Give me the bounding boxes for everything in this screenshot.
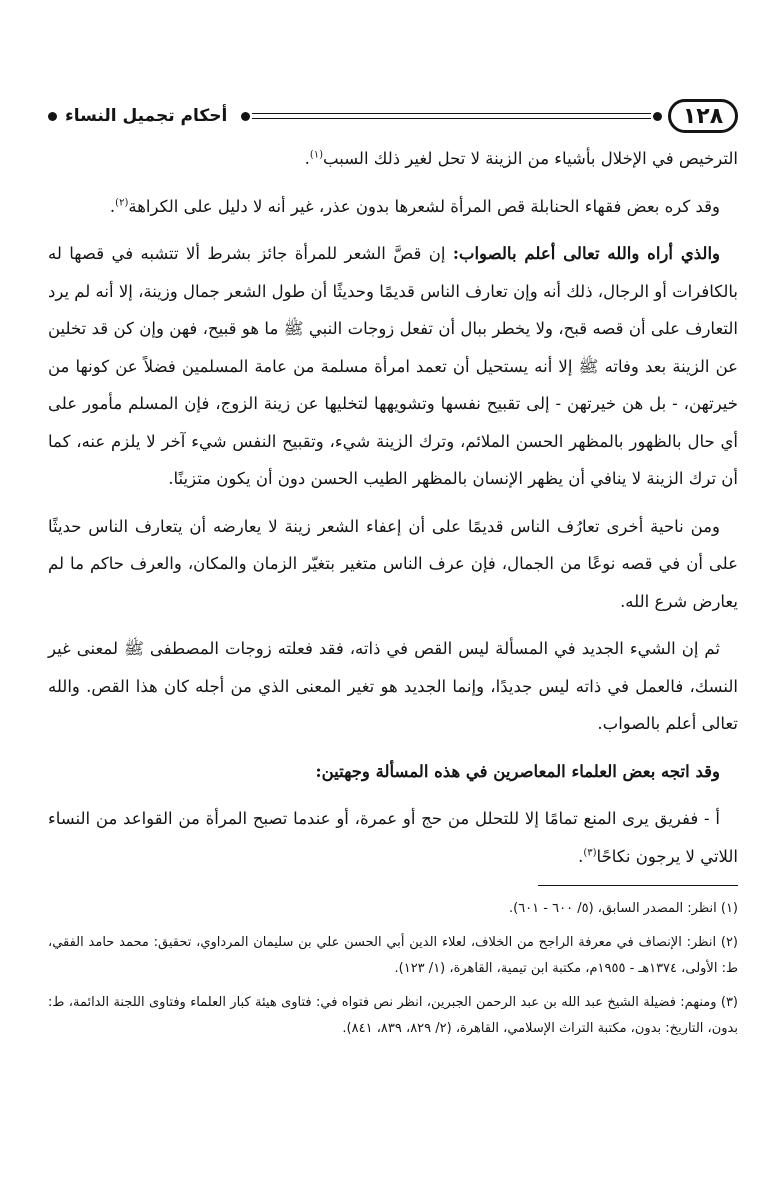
page-header bbox=[48, 92, 738, 140]
paragraph: أ - ففريق يرى المنع تمامًا إلا للتحلل من حج أو عمرة، أو عندما تصبح المرأة من القواعد من النساء اللاتي لا يرجون نكاحًا$^{(٣)}$. bbox=[48, 809, 738, 866]
paragraph: الترخيص في الإخلال بأشياء من الزينة لا تحل لغير ذلك السبب$^{(١)}$. bbox=[304, 149, 738, 168]
paragraph: والذي أراه والله تعالى أعلم بالصواب: إن قصَّ الشعر للمرأة جائز بشرط ألا تتشبه في قصها له بالكافرات أو الرجال، ذلك أنه وإن تعارف الناس قديمًا وحديثًا أن طول الشعر جمال وزينة، إلا أنه لم يرد التعارف على أن قصه قبح، ولا يخطر ببال أن تفعل زوجات النبي ﷺ ما هو قبيح، فهن وإن كن قد تخلين عن الزينة بعد وفاته ﷺ إلا أنه يستحيل أن تعمد امرأة مسلمة من عامة المسلمين فضلاً عن كونها من خيرتهن، - بل هن خيرتهن - إلى تقبيح نفسها وتشويهها لتخليها عن زينة الزوج، فإن المسلم مأمور على أي حال بالظهور بالمظهر الحسن الملائم، وترك الزينة شيء، وتقبيح النفس شيء آخر لا يلزم عنه، كما أن ترك الزينة لا ينافي أن يظهر الإنسان بالمظهر الطيب الحسن دون أن يكون متزينًا. bbox=[48, 244, 738, 488]
footnote: (٢) انظر: الإنصاف في معرفة الراجح من الخلاف، لعلاء الدين أبي الحسن علي بن سليمان المرداوي، تحقيق: محمد حامد الفقي، ط: الأولى، ١٣٧٤هـ - ١٩٥٥م، مكتبة ابن تيمية، القاهرة، (١/ ١٢٣). bbox=[48, 935, 738, 976]
footnote: (٣) ومنهم: فضيلة الشيخ عبد الله بن عبد الرحمن الجبرين، انظر نص فتواه في: فتاوى هيئة كبار العلماء وفتاوى اللجنة الدائمة، ط: بدون، التاريخ: بدون، مكتبة التراث الإسلامي، القاهرة، (٢/ ٨٢٩، ٨٣٩، ٨٤١). bbox=[48, 995, 738, 1036]
header-rule bbox=[241, 112, 662, 121]
double-line-divider bbox=[252, 113, 651, 119]
bullet-dot-icon bbox=[48, 112, 57, 121]
paragraph-lead: والذي أراه والله تعالى أعلم بالصواب: bbox=[452, 244, 721, 263]
page-number: ١٢٨ bbox=[668, 99, 738, 133]
paragraph: ثم إن الشيء الجديد في المسألة ليس القص في ذاته، فقد فعلته زوجات المصطفى ﷺ لمعنى غير النسك، فالعمل في ذاته ليس جديدًا، وإنما الجديد هو تغير المعنى الذي من أجله كان هذا القص. والله تعالى أعلم بالصواب. bbox=[48, 639, 738, 733]
paragraph: ومن ناحية أخرى تعارُف الناس قديمًا على أن إعفاء الشعر زينة لا يعارضه أن يتعارف الناس حديثًا على أن في قصه نوعًا من الجمال، فإن عرف الناس متغير بتغيّر الزمان والمكان، والعرف حاكم ما لم يعارض شرع الله. bbox=[48, 516, 738, 611]
book-page bbox=[48, 92, 738, 1050]
footnotes bbox=[48, 896, 738, 1042]
footnote-ref: (١) bbox=[309, 149, 324, 161]
footnote-separator bbox=[538, 885, 738, 886]
bullet-dot-icon bbox=[241, 112, 250, 121]
footnote-ref: (٢) bbox=[115, 197, 129, 208]
section-heading: وقد اتجه بعض العلماء المعاصرين في هذه المسألة وجهتين: bbox=[315, 761, 720, 781]
footnote: (١) انظر: المصدر السابق، (٥/ ٦٠٠ - ٦٠١). bbox=[508, 901, 738, 916]
book-title: أحكام تجميل النساء bbox=[65, 106, 228, 126]
paragraph: وقد كره بعض فقهاء الحنابلة قص المرأة لشعرها بدون عذر، غير أنه لا دليل على الكراهة$^{(٢)}$. bbox=[109, 196, 720, 216]
footnote-ref: (٣) bbox=[583, 847, 597, 858]
main-text bbox=[48, 140, 738, 875]
bullet-dot-icon bbox=[653, 112, 662, 121]
